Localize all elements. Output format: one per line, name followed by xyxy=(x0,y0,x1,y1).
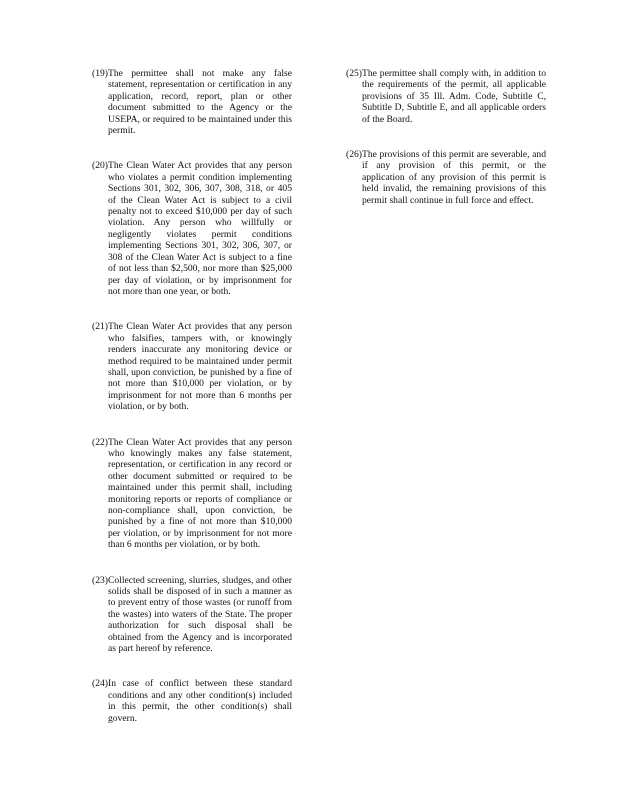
condition-text: The Clean Water Act provides that any person who falsifies, tampers with, or knowingly renders inaccurate any monitoring device or method required to be maintained under permit shall, upon conviction, be punished by a fine of not more than $10,000 per violation, or by imprisonment for not more than 6 months per violation, or by both. xyxy=(108,321,292,413)
condition-number: (22) xyxy=(92,436,108,448)
condition-23 xyxy=(92,575,292,655)
condition-26 xyxy=(346,149,546,206)
condition-number: (24) xyxy=(92,678,108,690)
condition-20 xyxy=(92,160,292,297)
condition-24 xyxy=(92,678,292,724)
condition-number: (25) xyxy=(346,68,362,79)
condition-text: The provisions of this permit are severable, and if any provision of this permit, or the application of any provision of this permit is held invalid, the remaining provisions of this permit shall continue in full force and effect. xyxy=(362,149,546,206)
condition-number: (21) xyxy=(92,321,108,333)
condition-number: (19) xyxy=(92,68,108,79)
condition-text: The Clean Water Act provides that any person who violates a permit condition implementing Sections 301, 302, 306, 307, 308, 318, or 405 of the Clean Water Act is subject to a civil penalty not to exceed $10,000 per day of such violation. Any person who willfully or negligently violates permit conditions implementing Sections 301, 302, 306, 307, or 308 of the Clean Water Act is subject to a fine of not less than $2,500, nor more than $25,000 per day of violation, or by imprisonment for not more than one year, or both. xyxy=(108,160,292,297)
condition-text: The permittee shall comply with, in addition to the requirements of the permit, all applicable provisions of 35 Ill. Adm. Code, Subtitle C, Subtitle D, Subtitle E, and all applicable orders of the Board. xyxy=(362,68,546,125)
condition-text: The permittee shall not make any false statement, representation or certification in any application, record, report, plan or other document submitted to the Agency or the USEPA, or required to be maintained under this permit. xyxy=(108,68,292,137)
condition-text: In case of conflict between these standard conditions and any other condition(s) included in this permit, the other condition(s) shall govern. xyxy=(108,678,292,724)
left-column xyxy=(92,68,292,748)
condition-number: (23) xyxy=(92,574,108,586)
condition-text: The Clean Water Act provides that any person who knowingly makes any false statement, representation, or certification in any record or other document submitted or required to be maintained under this permit shall, including monitoring reports or reports of compliance or non-compliance shall, upon conviction, be punished by a fine of not more than $10,000 per violation, or by imprisonment for not more than 6 months per violation, or by both. xyxy=(108,436,292,551)
condition-number: (20) xyxy=(92,160,108,172)
right-column xyxy=(346,68,546,230)
condition-number: (26) xyxy=(346,149,362,161)
condition-text: Collected screening, slurries, sludges, and other solids shall be disposed of in such a manner as to prevent entry of those wastes (or runoff from the wastes) into waters of the State. The proper authorization for such disposal shall be obtained from the Agency and is incorporated as part hereof by reference. xyxy=(108,574,292,655)
condition-25 xyxy=(346,68,546,125)
condition-19 xyxy=(92,68,292,136)
condition-21 xyxy=(92,321,292,412)
condition-22 xyxy=(92,437,292,551)
